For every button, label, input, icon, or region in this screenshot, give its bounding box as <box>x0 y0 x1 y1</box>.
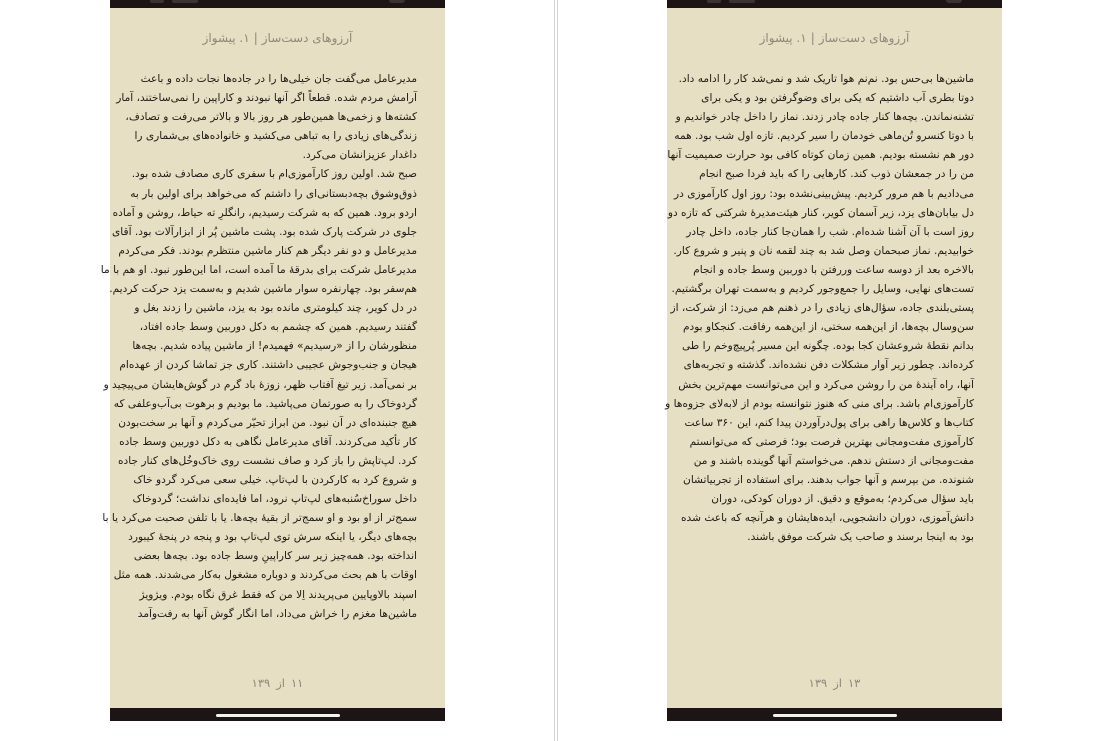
text-line: دانش‌آموزی، دوران دانشجویی، ایده‌هایشان و هرآنچه که باعث شده <box>680 512 974 525</box>
text-line: هیجان و جنب‌وجوش عجیبی داشتند. کاری جز تماشا کردن از عهده‌ام <box>119 359 417 372</box>
text-line: کتاب‌ها و کلاس‌ها راهی برای پول‌درآوردن پیدا کنم، این ۳۶۰ ساعت <box>684 416 974 429</box>
book-title: آرزوهای دست‌ساز <box>818 31 910 45</box>
text-line: می‌دادیم با هم مرور کردیم. پیش‌بینی‌نشده بود: روز اول کارآموزی در <box>674 187 974 200</box>
spread-divider-left <box>554 0 555 741</box>
text-line: دوتا بطری آب داشتیم که یکی برای وضوگرفتن بود و یکی برای <box>701 92 974 105</box>
text-line: سمج‌تر از او بود و او سمج‌تر از بقیهٔ بچه‌ها. یا با تلفن صحبت می‌کرد یا با <box>102 512 417 525</box>
text-line: اوقات با هم بحث می‌کردند و دوباره مشغول به‌کار می‌شدند. همه مثل <box>113 569 417 582</box>
text-line: گردوخاک را به صورتمان می‌پاشید. ما بودیم و برهوت بی‌آب‌وعلفی که <box>113 397 417 410</box>
text-line: آرامش مردم شده. قطعاً اگر آنها نبودند و کاراپین را نمی‌ساختند، آمار <box>116 92 417 105</box>
text-line: من را در جمعشان ذوب کند. کارهایی را که باید فردا صبح انجام <box>699 168 974 181</box>
text-line: روز است با آن آشنا شده‌ام. شب را همان‌جا کنار جاده، داخل چادر <box>686 225 974 238</box>
running-header <box>110 31 445 45</box>
chapter-title: ۱. پیشواز <box>759 31 807 45</box>
page-text <box>665 70 974 547</box>
current-page-number: ۱۳ <box>847 676 861 690</box>
text-line: با دوتا کنسرو تُن‌ماهی خودمان را سیر کردیم. تازه اول شب بود. همه <box>674 130 974 143</box>
text-line: هیچ جنبنده‌ای در آن نبود. من ابراز تحیّر می‌کردم و آنها بر سخت‌بودن <box>118 416 417 429</box>
text-line: کار تأکید می‌کردند. آقای مدیرعامل نگاهی به دکل دوربین وسط جاده <box>119 435 417 448</box>
text-line: تست‌های نهایی، وسایل را جمع‌وجور کردیم و به‌سمت تهران برگشتیم. <box>671 283 974 296</box>
text-line: پستی‌بلندی جاده، سؤال‌های زیادی را در ذهنم هم می‌زد: از شرکت، از <box>670 302 974 315</box>
page-of-label: از <box>833 676 842 690</box>
home-indicator[interactable] <box>773 714 897 717</box>
text-line: دور هم نشسته بودیم. همین زمان کوتاه کافی بود حرارت صمیمیت آنها <box>667 149 974 162</box>
text-line: مدیرعامل و دو نفر دیگر هم کنار ماشین منتظرم بودند. فکر می‌کردم <box>118 244 417 257</box>
page-indicator <box>667 676 1002 690</box>
total-pages: ۱۳۹ <box>251 676 271 690</box>
text-line: زندگی‌های زیادی را به تباهی می‌کشید و خانواده‌های بی‌شماری را <box>134 130 417 143</box>
text-line: کارآموزی مفت‌ومجانی بهترین فرصت بود؛ فرصتی که می‌توانستم <box>689 435 974 448</box>
reader-page-left[interactable] <box>100 0 445 721</box>
running-header <box>667 31 1002 45</box>
text-line: ذوق‌وشوق بچه‌دبستانی‌ای را داشتم که می‌خواهد برای اولین بار به <box>130 187 417 200</box>
text-line: کشته‌ها و زخمی‌ها همین‌طور هر روز بالا و بالاتر می‌رفت و تصادف، <box>125 111 417 124</box>
text-line: ماشین‌ها بی‌حس بود. نم‌نم هوا تاریک شد و نمی‌شد کار را ادامه داد. <box>678 73 974 85</box>
status-icon <box>389 0 405 3</box>
text-line: مدیرعامل می‌گفت جان خیلی‌ها را در جاده‌ها نجات داده و باعث <box>140 73 417 85</box>
home-bar <box>110 708 445 721</box>
text-line: داغدار عزیزانشان می‌کرد. <box>302 149 417 162</box>
book-title: آرزوهای دست‌ساز <box>261 31 353 45</box>
page-indicator <box>110 676 445 690</box>
total-pages: ۱۳۹ <box>808 676 828 690</box>
status-icon <box>172 0 198 3</box>
text-line: ماشین‌ها مغزم را خراش می‌داد، اما انگار گوش آنها به رفت‌وآمد <box>137 607 417 620</box>
text-line: بر نمی‌آمد. زیر تیغ آفتاب ظهر، زوزهٔ باد گرم در گوش‌هایشان می‌پیچید و <box>103 378 417 391</box>
text-line: شنونده. من بپرسم و آنها جواب بدهند. برای استفاده از تجربیاتشان <box>683 473 974 486</box>
text-line: خوابیدیم. نماز صبحمان وصل شد به چند لقمه نان و پنیر و شروع کار. <box>673 244 974 257</box>
status-bar <box>667 0 1002 8</box>
home-indicator[interactable] <box>216 714 340 717</box>
text-line: بچه‌های دیگر، یا اینکه سرش توی لپ‌تاپ بود و پنجه در پنجهٔ کیبورد <box>128 531 417 544</box>
text-line: کرد. لپ‌تاپش را باز کرد و صاف نشست روی خاک‌وخُل‌های کنار جاده <box>117 454 417 467</box>
text-line: سن‌وسال بچه‌ها، از این‌همه سختی، از این‌همه رفاقت. کنجکاو بودم <box>682 321 974 334</box>
text-line: مفت‌ومجانی از دستش ندهم. می‌خواستم آنها گوینده باشند و من <box>693 454 974 467</box>
spread-divider-right <box>557 0 558 741</box>
text-line: انداخته بود. همه‌چیز زیر سر کاراپینِ وسط جاده بود. بچه‌ها بعضی <box>133 550 417 563</box>
text-line: دل بیابان‌های یزد، زیر آسمان کویر، کنار هیئت‌مدیرهٔ شرکتی که تازه دو <box>667 206 974 219</box>
current-page-number: ۱۱ <box>290 676 304 690</box>
text-line: صبح شد. اولین روز کارآموزی‌ام با سفری کاری مصادف شده بود. <box>131 168 417 181</box>
text-line: باید سؤال می‌کردم؛ به‌موقع و دقیق. از دوران کودکی، دوران <box>711 493 974 506</box>
text-line: منظورشان را از «رسیدیم» فهمیدم! از ماشین پیاده شدیم. بچه‌ها <box>132 340 417 353</box>
text-line: داخل سوراخ‌سُنبه‌های لپ‌تاپ نرود، اما فایده‌ای نداشت؛ گردوخاک <box>132 493 417 506</box>
header-separator: | <box>253 31 258 45</box>
text-line: کرده‌اند. چطور زیر آوار مشکلات دفن نشده‌اند. گذشته و تجربه‌های <box>683 359 974 372</box>
page-text <box>100 70 417 624</box>
text-line: اردو برود. همین که به شرکت رسیدیم، رانگلرِ ته حیاط، روشن و آماده <box>112 206 417 219</box>
text-line: گفتند رسیدیم. همین که چشمم به دکل دوربین وسط جاده افتاد، <box>139 321 417 334</box>
text-line: بود به اینجا برسند و صاحب یک شرکت موفق باشند. <box>747 531 974 544</box>
reader-page-right[interactable] <box>667 0 1002 721</box>
text-line: در دل کویر، چند کیلومتری مانده بود به یزد، ماشین را زدند بغل و <box>134 302 417 315</box>
status-icon <box>946 0 962 3</box>
text-line: تشنه‌نماندن. بچه‌ها کنار جاده چادر زدند. نماز را داخل چادر خواندیم و <box>675 111 974 124</box>
text-line: هم‌سفر بود. چهارنفره سوار ماشین شدیم و به‌سمت یزد حرکت کردیم. <box>109 283 417 296</box>
page-of-label: از <box>276 676 285 690</box>
header-separator: | <box>810 31 815 45</box>
home-bar <box>667 708 1002 721</box>
status-icon <box>707 0 721 3</box>
text-line: آنها، راه آیندهٔ من را روشن می‌کرد و این می‌توانست مهم‌ترین بخش <box>678 378 974 391</box>
chapter-title: ۱. پیشواز <box>202 31 250 45</box>
status-bar <box>110 0 445 8</box>
status-icon <box>729 0 755 3</box>
text-line: بدانم نقطهٔ شروعشان کجا بوده. چگونه این مسیر پُرپیچ‌وخم را طی <box>681 340 974 353</box>
text-line: اسپند بالاوپایین می‌پریدند اِلا من که فقط غرق نگاه بودم. ویژویژ <box>139 588 417 601</box>
text-line: کارآموزی‌ام باشد. برای منی که هنوز نتوانسته بودم از لابه‌لای جزوه‌ها و <box>665 397 974 410</box>
status-icon <box>150 0 164 3</box>
text-line: جلوی در شرکت پارک شده بود. پشت ماشین پُر از ابزارآلات بود. آقای <box>112 225 417 238</box>
text-line: مدیرعامل شرکت برای بدرقهٔ ما آمده است، اما این‌طور نبود. او هم با ما <box>100 263 417 276</box>
text-line: و شروع کرد به کارکردن با لپ‌تاپ. خیلی سعی می‌کرد گردو خاک <box>133 473 417 486</box>
text-line: بالاخره بعد از دوسه ساعت وررفتن با دوربین وسط جاده و انجام <box>693 263 974 276</box>
